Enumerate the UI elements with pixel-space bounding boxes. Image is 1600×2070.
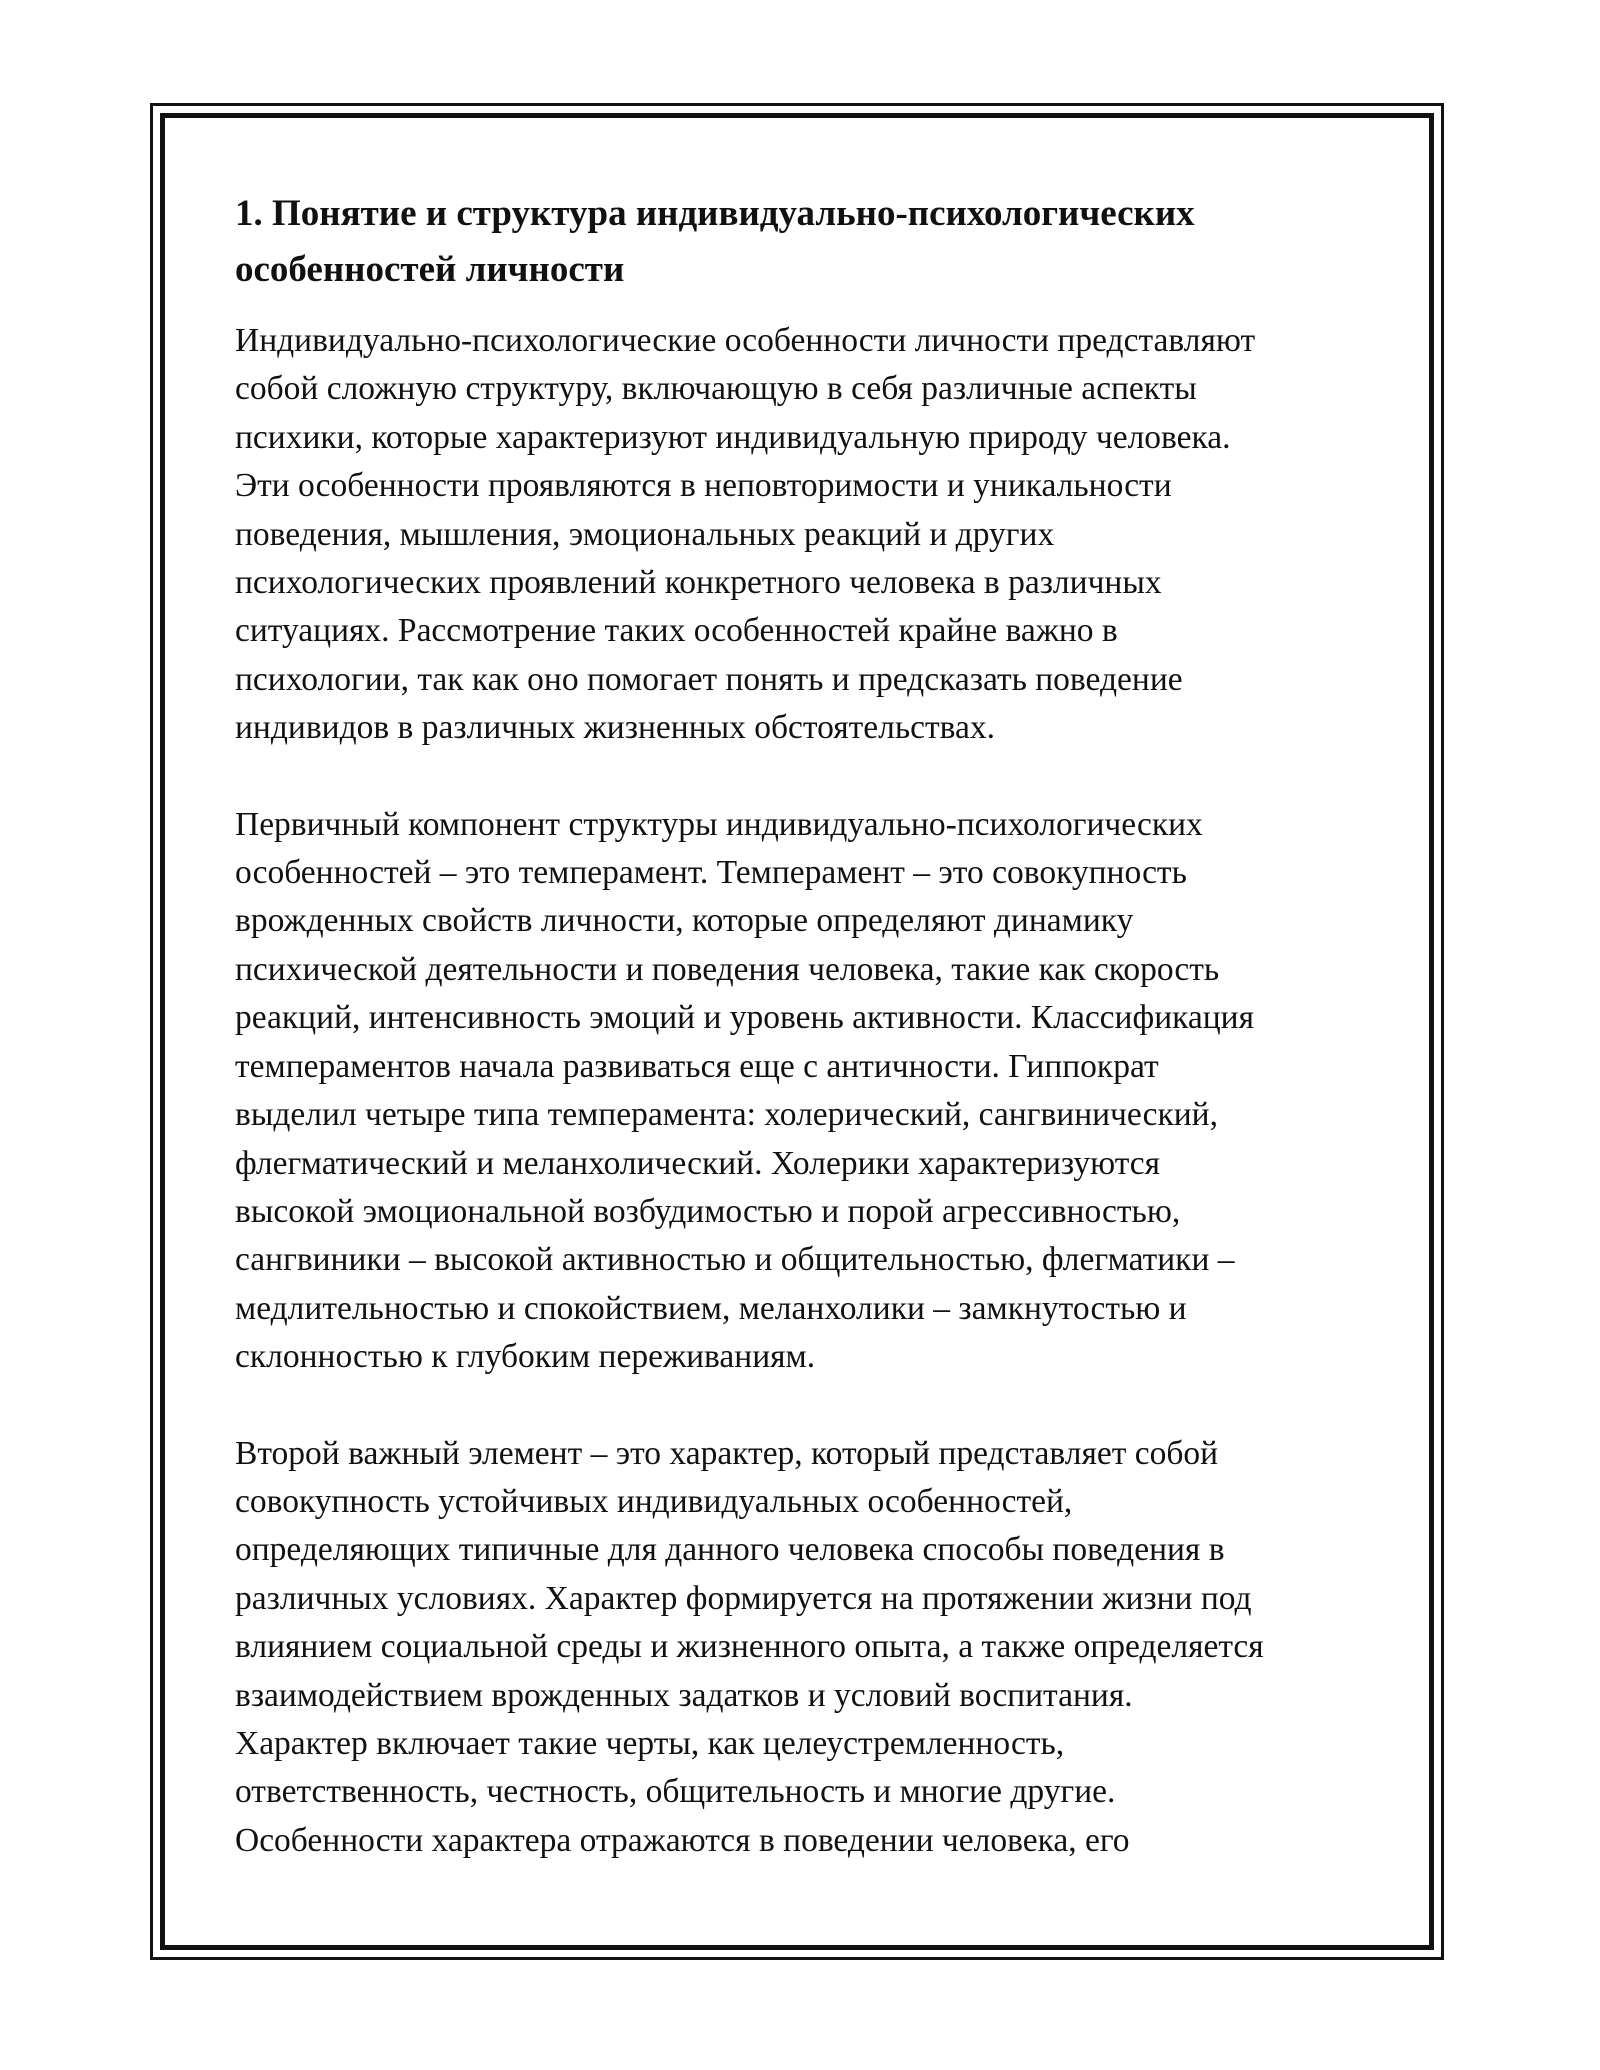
document-body <box>235 186 1385 1913</box>
paragraph-temperament: Первичный компонент структуры индивидуально-психологических особенностей – это темперамент. Темперамент – это совокупность врожденных свойств личности, которые определяют динамику психической деятельности и поведения человека, такие как скорость реакций, интенсивность эмоций и уровень активности. Классификация темпераментов начала развиваться еще с античности. Гиппократ выделил четыре типа темперамента: холерический, сангвинический, флегматический и меланхолический. Холерики характеризуются высокой эмоциональной возбудимостью и порой агрессивностью, сангвиники – высокой активностью и общительностью, флегматики – медлительностью и спокойствием, меланхолики – замкнутостью и склонностью к глубоким переживаниям. <box>235 805 1255 1376</box>
paragraph-intro: Индивидуально-психологические особенности личности представляют собой сложную структуру, включающую в себя различные аспекты психики, которые характеризуют индивидуальную природу человека. Эти особенности проявляются в неповторимости и уникальности поведения, мышления, эмоциональных реакций и других психологических проявлений конкретного человека в различных ситуациях. Рассмотрение таких особенностей крайне важно в психологии, так как оно помогает понять и предсказать поведение индивидов в различных жизненных обстоятельствах. <box>235 322 1256 747</box>
paragraph-character: Второй важный элемент – это характер, который представляет собой совокупность устойчивых индивидуальных особенностей, определяющих типичные для данного человека способы поведения в различных условиях. Характер формируется на протяжении жизни под влиянием социальной среды и жизненного опыта, а также определяется взаимодействием врожденных задатков и условий воспитания. Характер включает такие черты, как целеустремленность, ответственность, честность, общительность и многие другие. Особенности характера отражаются в поведении человека, его <box>235 1434 1264 1859</box>
section-heading: 1. Понятие и структура индивидуально-психологических особенностей личности <box>235 193 1195 290</box>
